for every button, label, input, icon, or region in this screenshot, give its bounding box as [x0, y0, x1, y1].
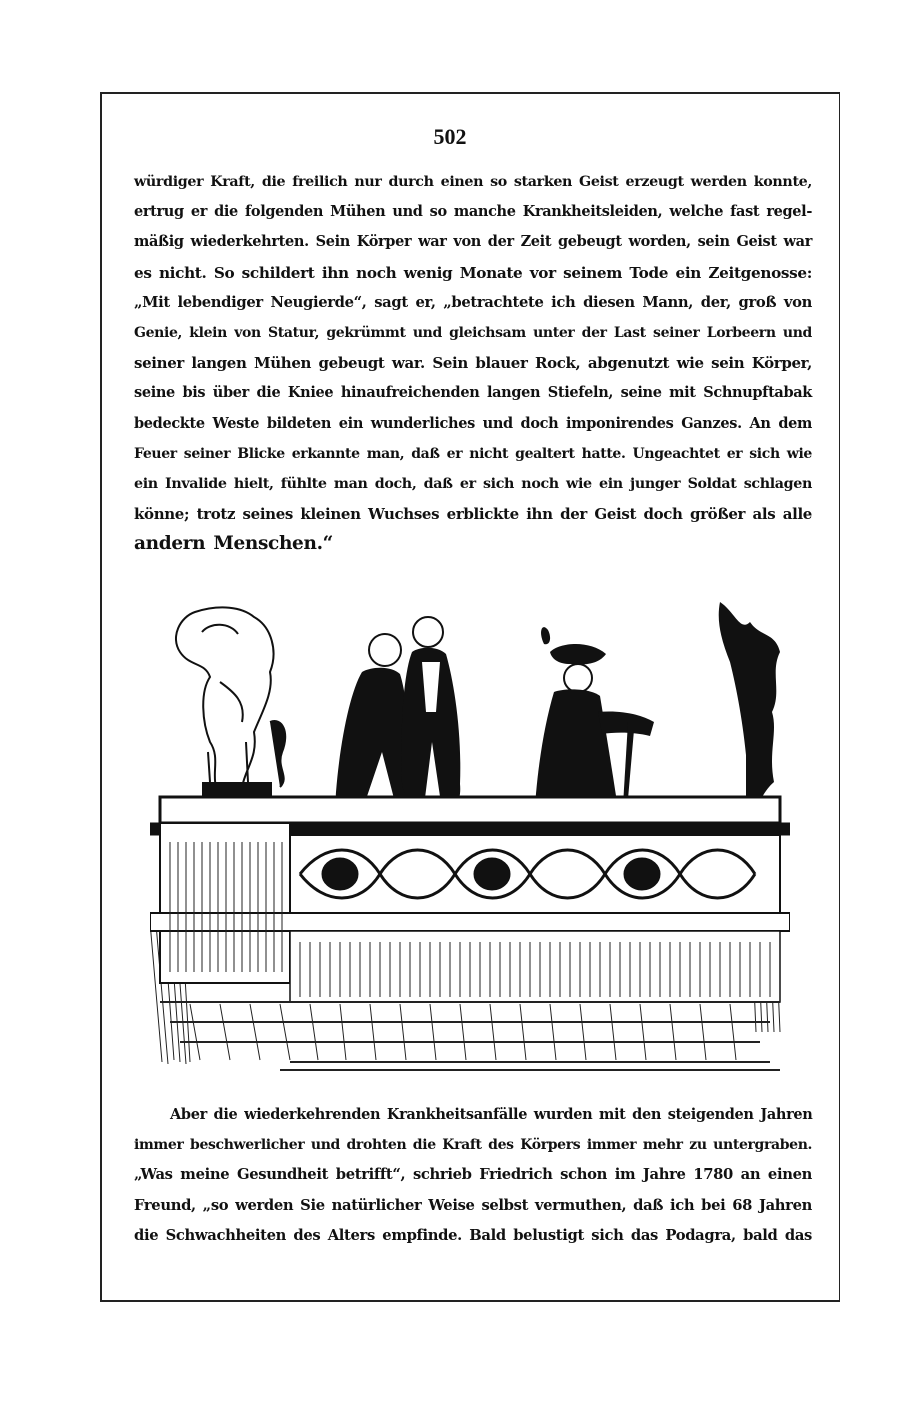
text-line: würdiger Kraft, die freilich nur durch einen so starken Geist erzeugt werden konnte,	[134, 174, 812, 190]
cherub-statue	[176, 607, 285, 787]
text-line: die Schwachheiten des Alters empfinde. Bald belustigt sich das Podagra, bald das	[134, 1226, 812, 1244]
paragraph-2	[134, 1100, 812, 1251]
text-line: Feuer seiner Blicke erkannte man, daß er nicht gealtert hatte. Ungeachtet er sich wie	[134, 445, 812, 462]
frederick-figure	[534, 627, 654, 822]
text-line: „Was meine Gesundheit betrifft“, schrieb Friedrich schon im Jahre 1780 an einen	[134, 1166, 812, 1184]
text-line: andern Menschen.“	[134, 533, 333, 555]
text-line: es nicht. So schildert ihn noch wenig Monate vor seinem Tode ein Zeitgenosse:	[134, 263, 812, 282]
text-line: mäßig wiederkehrten. Sein Körper war von der Zeit gebeugt worden, sein Geist war	[134, 233, 812, 251]
text-line: ein Invalide hielt, fühlte man doch, daß er sich noch wie ein junger Soldat schlagen	[134, 476, 812, 493]
text-line: Genie, klein von Statur, gekrümmt und gleichsam unter der Last seiner Lorbeern und	[134, 325, 812, 342]
page-number: 502	[433, 124, 467, 149]
text-line: seine bis über die Kniee hinaufreichenden langen Stiefeln, seine mit Schnupftabak	[134, 384, 812, 402]
text-line: könne; trotz seines kleinen Wuchses erblickte ihn der Geist doch größer als alle	[134, 505, 812, 524]
engraving-illustration	[150, 592, 790, 1072]
text-line: Freund, „so werden Sie natürlicher Weise selbst vermuthen, daß ich bei 68 Jahren	[134, 1196, 812, 1214]
text-line: bedeckte Weste bildeten ein wunderliches und doch imponirendes Ganzes. An dem	[134, 414, 812, 432]
paragraph-1	[134, 167, 812, 560]
text-line: ertrug er die folgenden Mühen und so manche Krankheitsleiden, welche fast regel-	[134, 203, 812, 221]
standing-gentlemen	[336, 617, 460, 822]
text-line: seiner langen Mühen gebeugt war. Sein blauer Rock, abgenutzt wie sein Körper,	[134, 354, 812, 373]
text-line: Aber die wiederkehrenden Krankheitsanfälle wurden mit den steigenden Jahren	[170, 1106, 813, 1123]
tree-silhouette	[719, 602, 780, 822]
statue-pedestal	[202, 782, 272, 796]
text-line: immer beschwerlicher und drohten die Kraft des Körpers immer mehr zu untergraben.	[134, 1137, 813, 1154]
text-line: „Mit lebendiger Neugierde“, sagt er, „betrachtete ich diesen Mann, der, groß von	[134, 293, 812, 311]
